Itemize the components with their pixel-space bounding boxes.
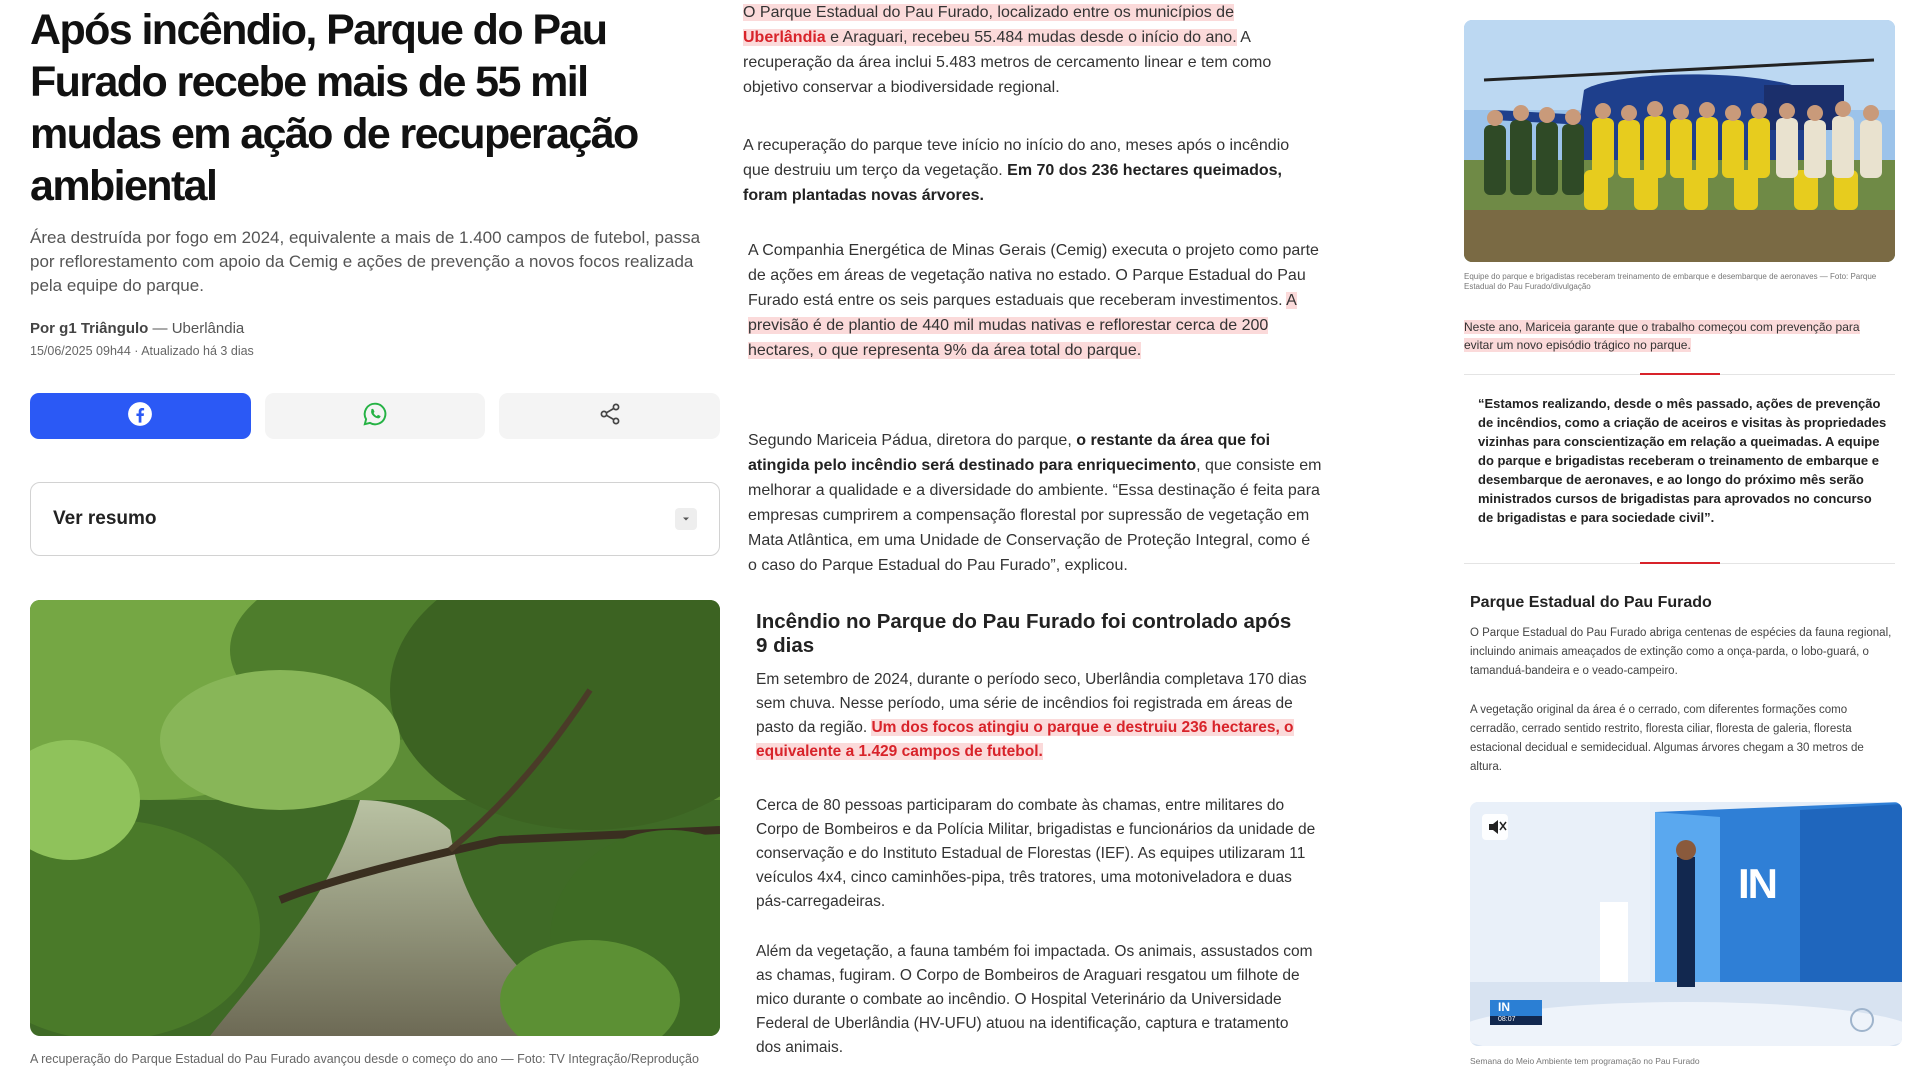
body-paragraph-1: [743, 0, 1318, 100]
paragraph-text: A Companhia Energética de Minas Gerais (Cemig) executa o projeto como parte de ações em áreas de vegetação nativa no estado. O Parque Estadual do Pau Furado está entre os seis parques estaduais que receberam investimentos.: [748, 242, 1319, 309]
channel-logo: IN: [1738, 860, 1776, 907]
paragraph-text: Segundo Mariceia Pádua, diretora do parque,: [748, 432, 1077, 449]
summary-label: Ver resumo: [53, 508, 157, 529]
team-photo[interactable]: [1464, 20, 1895, 262]
paragraph-text: A recuperação do parque teve início no início do ano, meses após o incêndio que destruiu um terço da vegetação.: [743, 137, 1290, 179]
quote-divider-bottom: [1640, 562, 1720, 564]
paragraph-text: , que consiste em melhorar a qualidade e a diversidade do ambiente. “Essa destinação é feita para empresas cumprirem a compensação florestal por supressão de vegetação em Mata Atlântica, em uma Unidade de Conservação de Proteção Integral, como é o caso do Parque Estadual do Pau Furado”, explicou.: [748, 457, 1322, 574]
highlight-text: O Parque Estadual do Pau Furado, localizado entre os municípios de: [743, 4, 1234, 21]
channel-badge: IN: [1498, 1000, 1510, 1014]
whatsapp-icon: [362, 401, 388, 432]
mute-icon[interactable]: [1482, 814, 1508, 840]
highlight-text: e Araguari, recebeu 55.484 mudas desde o início do ano.: [825, 29, 1237, 46]
video-player[interactable]: [1470, 802, 1902, 1046]
info-box-title: Parque Estadual do Pau Furado: [1470, 594, 1712, 611]
video-caption: Semana do Meio Ambiente tem programação no Pau Furado: [1470, 1056, 1700, 1066]
dateline: 15/06/2025 09h44 · Atualizado há 3 dias: [30, 344, 254, 358]
highlight-text: Um dos focos atingiu o parque e destruiu 236 hectares, o equivalente a 1.429 campos de futebol.: [756, 719, 1294, 760]
facebook-icon: [127, 401, 153, 432]
body-paragraph-7: Além da vegetação, a fauna também foi impactada. Os animais, assustados com as chamas, fugiram. O Corpo de Bombeiros de Araguari resgatou um filhote de mico durante o combate ao incêndio. O Hospital Veterinário da Universidade Federal de Uberlândia (HV-UFU) atuou na identificação, captura e tratamento dos animais.: [756, 943, 1313, 1056]
river-photo[interactable]: [30, 600, 720, 1036]
article-header: [30, 0, 720, 1066]
highlight-span: Neste ano, Mariceia garante que o trabalho começou com prevenção para evitar um novo episódio trágico no parque.: [1464, 320, 1860, 352]
page-title: Após incêndio, Parque do Pau Furado recebe mais de 55 mil mudas em ação de recuperação ambiental: [30, 6, 638, 210]
section-title: Incêndio no Parque do Pau Furado foi controlado após 9 dias: [756, 610, 1292, 657]
body-paragraph-2: [743, 133, 1318, 208]
pull-quote: “Estamos realizando, desde o mês passado, ações de prevenção de incêndios, como a criação de aceiros e visitas às propriedades vizinhas para conscientização em relação a queimadas. A equipe do parque e brigadistas receberam o treinamento de embarque e desembarque de aeronaves, e ao longo do próximo mês serão ministrados cursos de brigadistas para aprovados no concurso de brigadistas e para sociedade civil”.: [1478, 396, 1887, 525]
bold-text: o restante da área que foi atingida pelo incêndio será destinado para enriquecimento: [748, 432, 1271, 474]
info-box-paragraph-2: A vegetação original da área é o cerrado, com diferentes formações como cerradão, cerrado sentido restrito, floresta ciliar, floresta de galeria, floresta estacional decidual e semidecidual. Algumas árvores chegam a 30 metros de altura.: [1470, 704, 1864, 773]
share-bar: [30, 393, 720, 439]
photo-caption: Equipe do parque e brigadistas receberam treinamento de embarque e desembarque de aeronaves — Foto: Parque Estadual do Pau Furado/divulgação: [1464, 272, 1877, 291]
byline-author[interactable]: Por g1 Triângulo: [30, 320, 149, 337]
body-paragraph-5: [756, 668, 1321, 764]
byline-location: — Uberlândia: [148, 320, 245, 337]
info-box-paragraph-1: O Parque Estadual do Pau Furado abriga centenas de espécies da fauna regional, incluindo animais ameaçados de extinção como a onça-parda, o lobo-guará, o tamanduá-bandeira e o veado-campeiro.: [1470, 627, 1892, 677]
body-paragraph-6: Cerca de 80 pessoas participaram do combate às chamas, entre militares do Corpo de Bombeiros e da Polícia Militar, brigadistas e funcionários da unidade de conservação e do Instituto Estadual de Florestas (IEF). As equipes utilizaram 11 veículos 4x4, cinco caminhões-pipa, três tratores, uma motoniveladora e duas pás-carregadeiras.: [756, 797, 1316, 910]
share-icon: [598, 402, 622, 431]
body-paragraph-4: [748, 428, 1323, 578]
quote-divider-top: [1640, 373, 1720, 375]
share-whatsapp-button[interactable]: [265, 393, 486, 439]
body-paragraph-3: [748, 238, 1328, 363]
bold-text: Em 70 dos 236 hectares queimados, foram plantadas novas árvores.: [743, 162, 1282, 204]
uberlandia-link[interactable]: Uberlândia: [743, 29, 826, 46]
highlight-text: [1464, 318, 1884, 354]
share-button[interactable]: [499, 393, 720, 439]
paragraph-text: A recuperação da área inclui 5.483 metros de cercamento linear e tem como objetivo conservar a biodiversidade regional.: [743, 29, 1272, 96]
share-facebook-button[interactable]: [30, 393, 251, 439]
paragraph-text: Em setembro de 2024, durante o período seco, Uberlândia completava 170 dias sem chuva. Nesse período, uma série de incêndios foi registrada em áreas de pasto da região.: [756, 671, 1307, 736]
video-time: 08:07: [1498, 1016, 1516, 1023]
photo-caption: A recuperação do Parque Estadual do Pau Furado avançou desde o começo do ano — Foto: TV Integração/Reprodução: [30, 1052, 699, 1066]
byline: [30, 320, 720, 337]
summary-toggle[interactable]: [30, 482, 720, 556]
article-subtitle: Área destruída por fogo em 2024, equivalente a mais de 1.400 campos de futebol, passa por reflorestamento com apoio da Cemig e ações de prevenção a novos focos realizada pela equipe do parque.: [30, 228, 701, 295]
chevron-down-icon: [675, 508, 697, 530]
highlight-text: A previsão é de plantio de 440 mil mudas nativas e reflorestar cerca de 200 hectares, o que representa 9% da área total do parque.: [748, 292, 1297, 359]
